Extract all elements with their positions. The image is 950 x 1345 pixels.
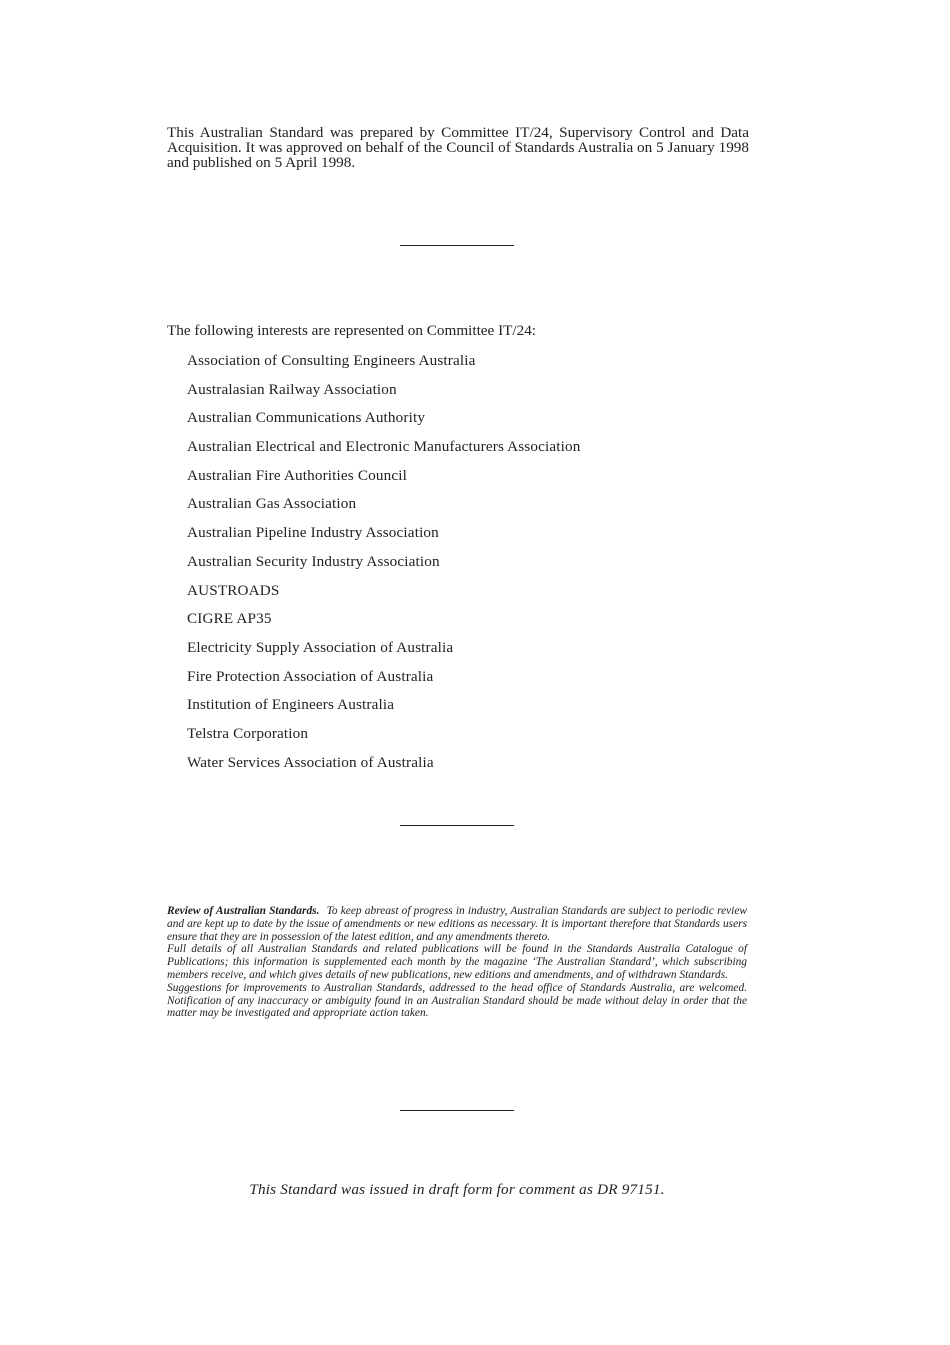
committee-member: Fire Protection Association of Australia [187, 667, 434, 685]
committee-member: CIGRE AP35 [187, 610, 272, 628]
review-text: To keep abreast of progress in industry, Australian Standards are subject to periodic review and are kept up to date by the issue of amendments or new editions as necessary. It is important therefore that Standards users ensure that they are in possession of the latest edition, and any amendments thereto. [167, 905, 748, 943]
committee-member: Australian Security Industry Association [187, 552, 440, 570]
committee-member: Water Services Association of Australia [187, 753, 434, 771]
draft-note: This Standard was issued in draft form for comment as DR 97151. [249, 1181, 665, 1198]
committee-member-list [187, 351, 580, 781]
committee-member: Australian Gas Association [187, 495, 357, 513]
committee-member: Australian Communications Authority [187, 409, 426, 427]
committee-heading: The following interests are represented on Committee IT/24: [167, 322, 537, 339]
section-divider [400, 825, 514, 826]
committee-member: Association of Consulting Engineers Australia [187, 352, 476, 369]
committee-member: Australian Electrical and Electronic Manufacturers Association [187, 438, 581, 456]
committee-member: AUSTROADS [187, 581, 280, 599]
committee-member: Institution of Engineers Australia [187, 696, 395, 714]
review-notice [167, 905, 747, 1020]
approval-statement: This Australian Standard was prepared by Committee IT/24, Supervisory Control and Data Acquisition. It was approved on behalf of the Council of Standards Australia on 5 January 1998 and published on 5 April 1998. [167, 124, 749, 171]
review-paragraph: Suggestions for improvements to Australian Standards, addressed to the head office of Standards Australia, are welcomed. Notification of any inaccuracy or ambiguity found in an Australian Standard should be made without delay in order that the matter may be investigated and appropriate action taken. [167, 981, 747, 1020]
committee-member: Telstra Corporation [187, 724, 309, 742]
committee-member: Australasian Railway Association [187, 380, 397, 398]
review-paragraph [167, 905, 747, 943]
review-heading: Review of Australian Standards. [167, 905, 320, 917]
section-divider [400, 1110, 514, 1111]
review-paragraph: Full details of all Australian Standards and related publications will be found in the Standards Australia Catalogue of Publications; this information is supplemented each month by the magazine ‘The Australian Standard’, which subscribing members receive, and which gives details of new publications, new editions and amendments, and of withdrawn Standards. [167, 943, 747, 981]
committee-member: Electricity Supply Association of Australia [187, 638, 454, 656]
committee-member: Australian Fire Authorities Council [187, 466, 407, 484]
committee-member: Australian Pipeline Industry Association [187, 524, 439, 542]
section-divider [400, 245, 514, 246]
